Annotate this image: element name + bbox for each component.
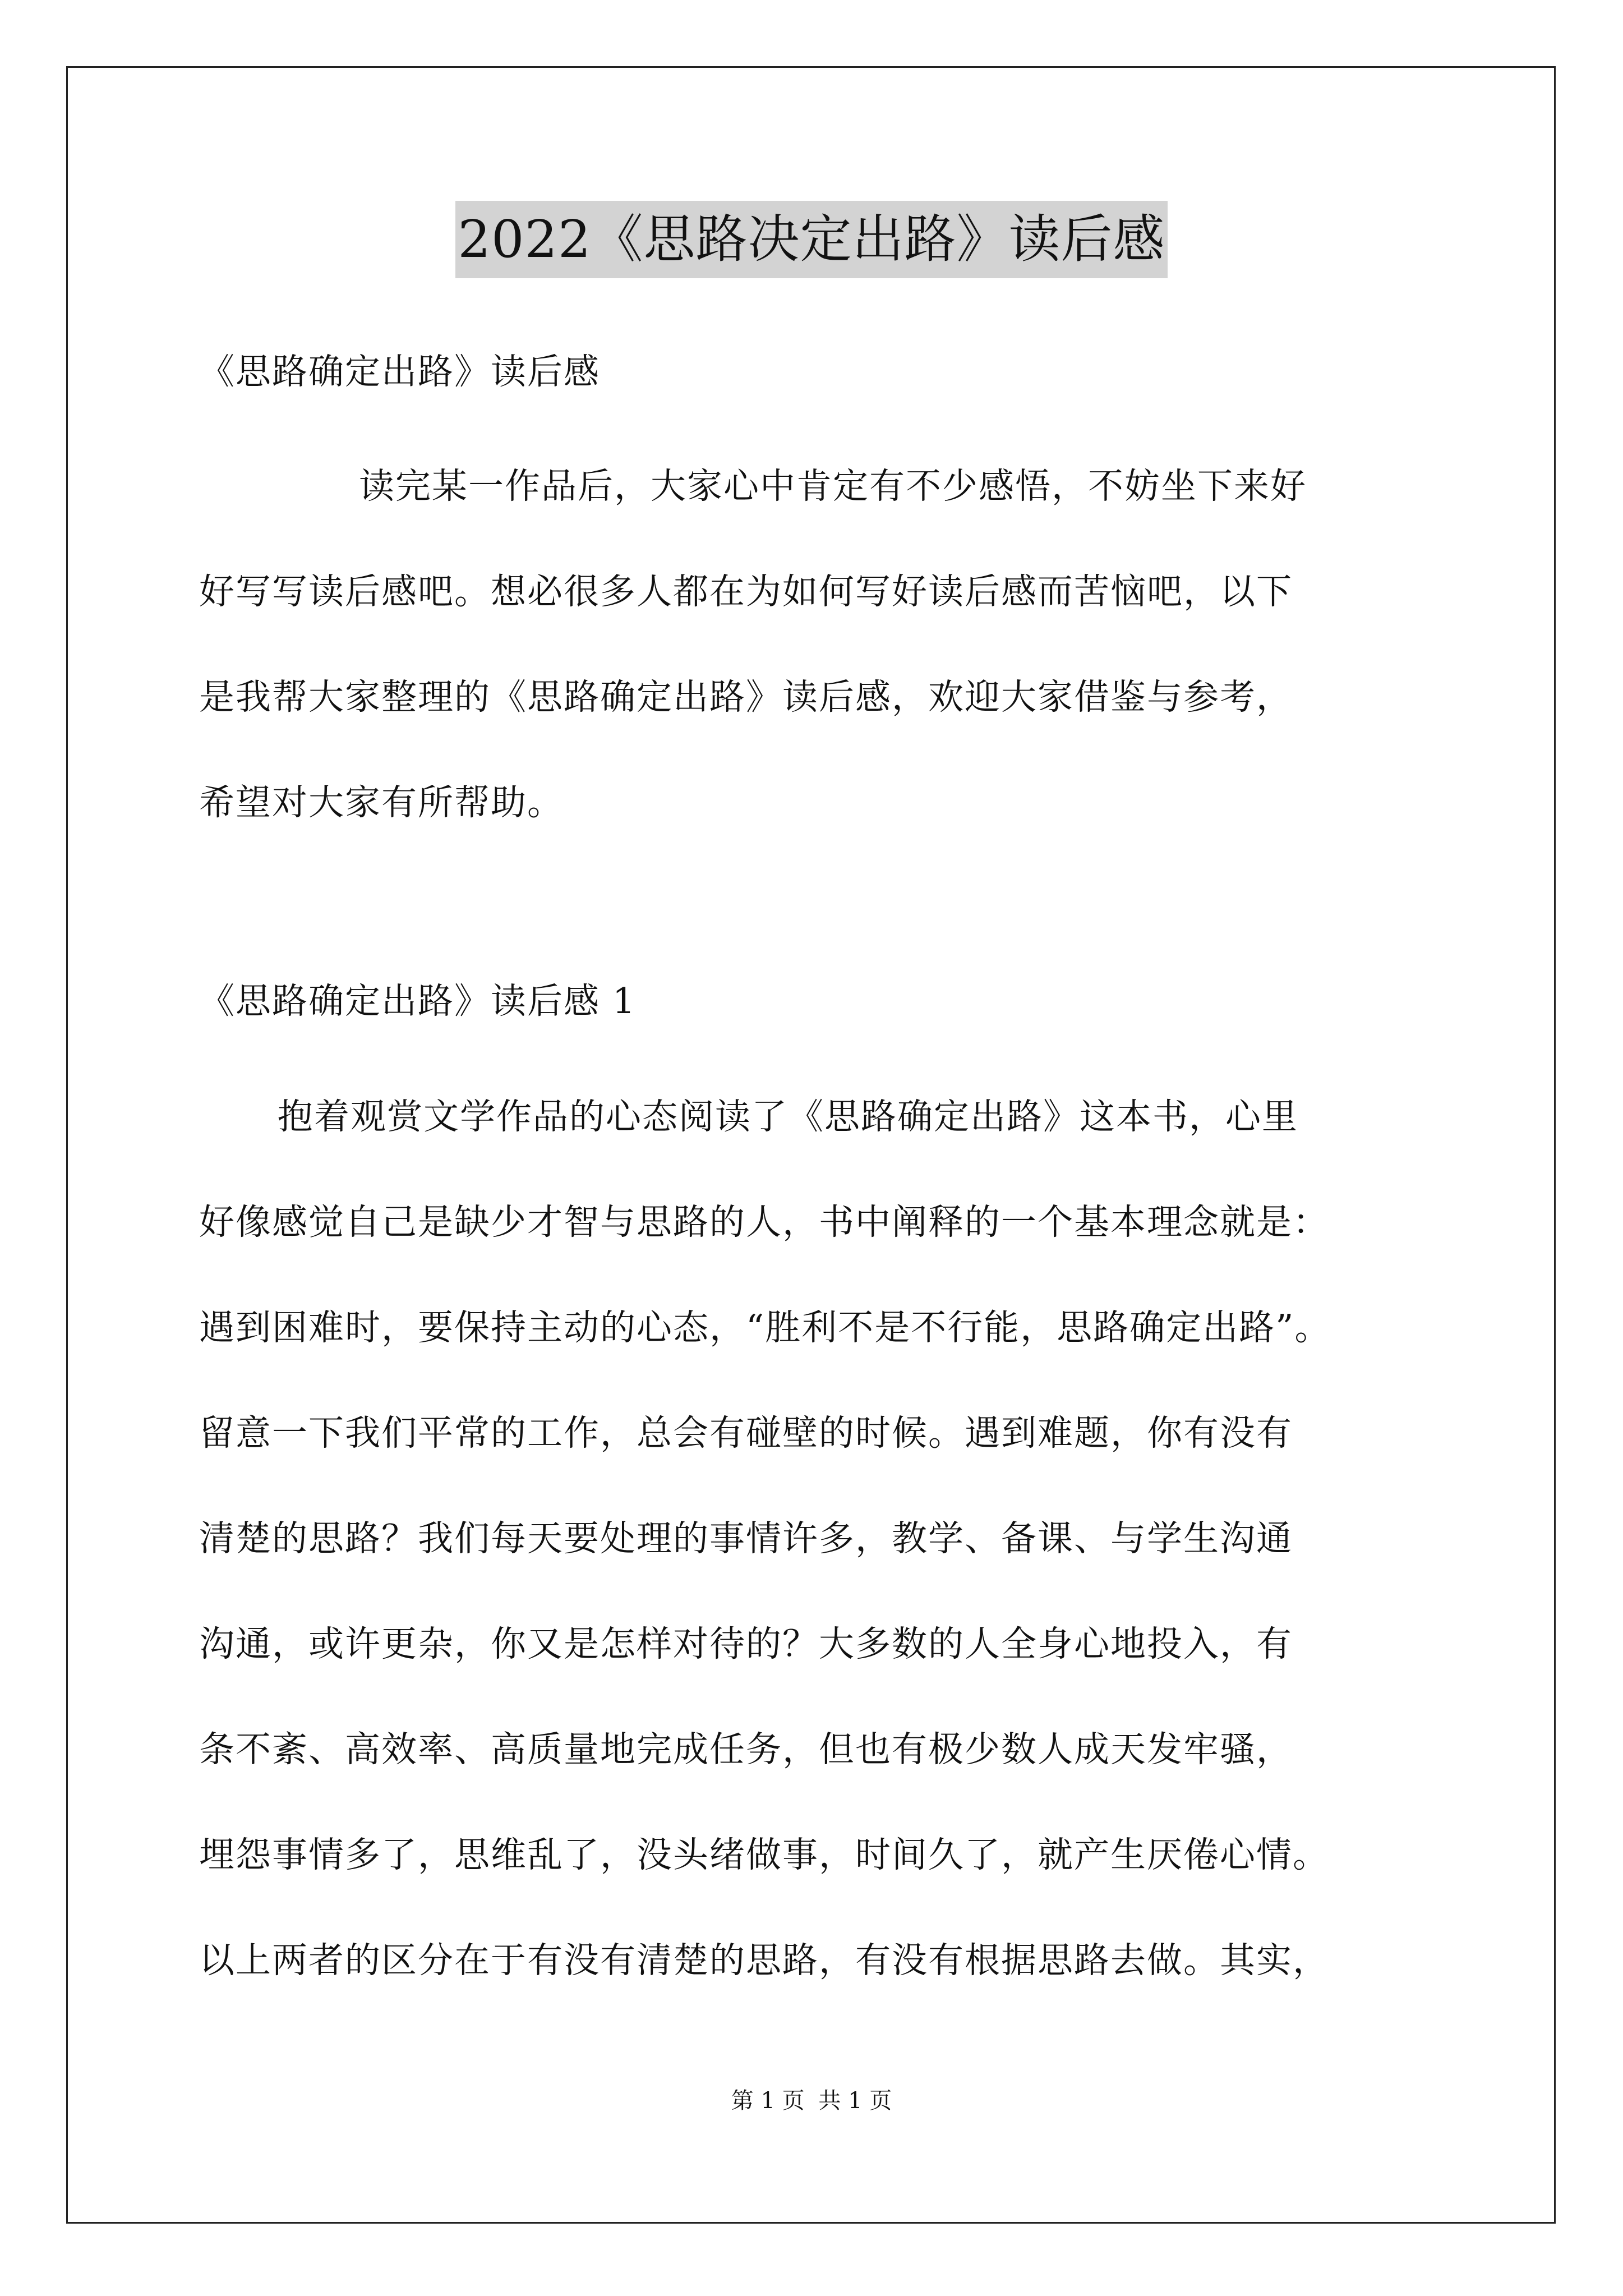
body-line: 条不紊、高效率、高质量地完成任务，但也有极少数人成天发牢骚， — [199, 1729, 1293, 1770]
page-footer — [0, 2084, 1623, 2118]
body-line: 好像感觉自己是缺少才智与思路的人，书中阐释的一个基本理念就是： — [199, 1202, 1329, 1243]
page-total: 共 1 页 — [818, 2088, 892, 2114]
intro-line: 希望对大家有所帮助。 — [199, 782, 564, 823]
body-line: 遇到困难时，要保持主动的心态，“胜利不是不行能，思路确定出路”。 — [199, 1307, 1331, 1348]
body-line: 以上两者的区分在于有没有清楚的思路，有没有根据思路去做。其实， — [199, 1940, 1329, 1981]
body-line: 抱着观赏文学作品的心态阅读了《思路确定出路》这本书，心里 — [278, 1096, 1298, 1137]
section-heading: 《思路确定出路》读后感 1 — [199, 981, 637, 1022]
body-line: 清楚的思路？我们每天要处理的事情许多，教学、备课、与学生沟通 — [199, 1518, 1293, 1559]
page-number: 第 1 页 — [731, 2088, 805, 2114]
intro-line: 是我帮大家整理的《思路确定出路》读后感，欢迎大家借鉴与参考， — [199, 677, 1293, 717]
subtitle: 《思路确定出路》读后感 — [199, 351, 600, 392]
body-line: 沟通，或许更杂，你又是怎样对待的？大多数的人全身心地投入，有 — [199, 1623, 1293, 1664]
body-line: 埋怨事情多了，思维乱了，没头绪做事，时间久了，就产生厌倦心情。 — [199, 1834, 1329, 1875]
body-line: 留意一下我们平常的工作，总会有碰壁的时候。遇到难题，你有没有 — [199, 1412, 1293, 1453]
intro-line: 好写写读后感吧。想必很多人都在为如何写好读后感而苦恼吧，以下 — [199, 571, 1293, 612]
document-title: 2022《思路决定出路》读后感 — [455, 201, 1167, 278]
title-container — [0, 201, 1623, 278]
intro-line: 读完某一作品后，大家心中肯定有不少感悟，不妨坐下来好 — [359, 466, 1307, 507]
